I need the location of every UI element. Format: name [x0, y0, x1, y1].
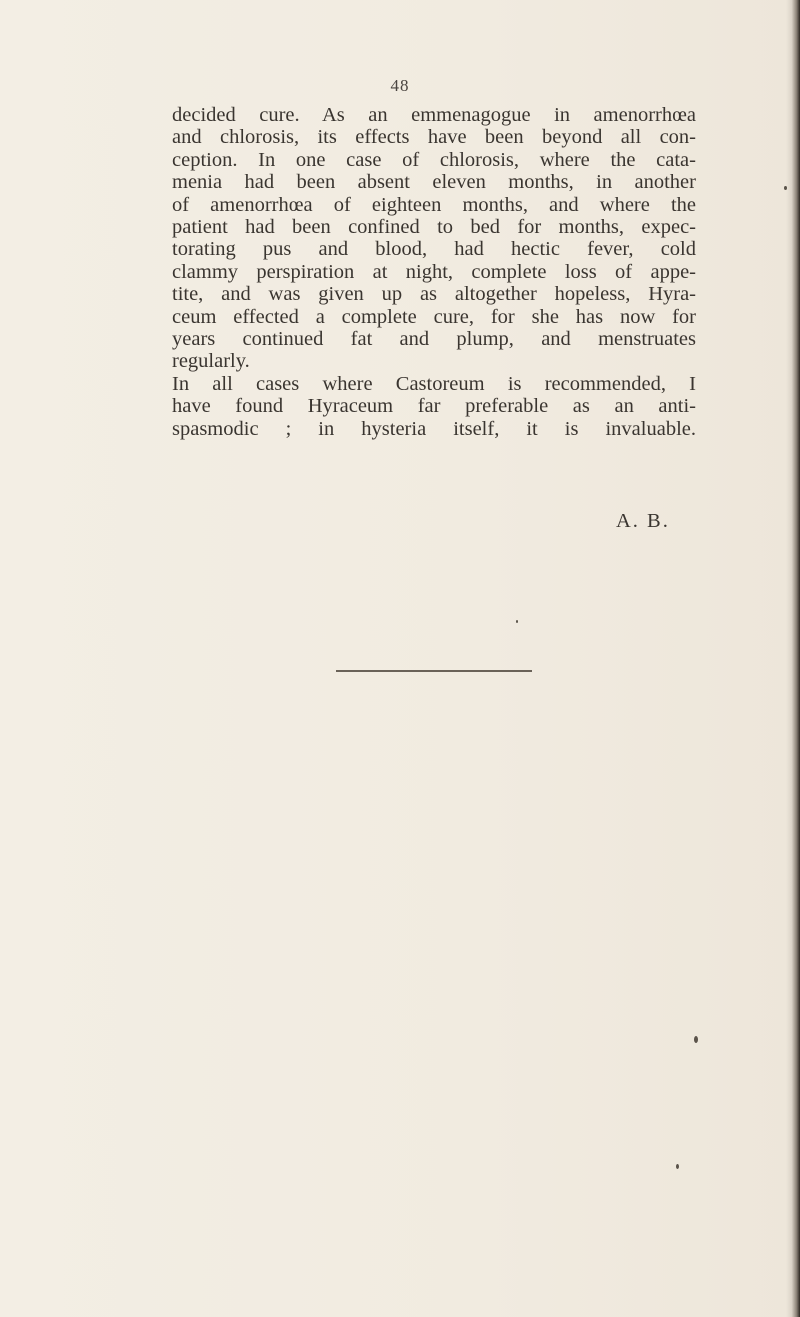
signature: A. B.: [616, 510, 670, 532]
text-line: In all cases where Castoreum is recommended, I: [172, 372, 696, 395]
body-text: [172, 104, 696, 440]
page-number: 48: [390, 76, 410, 95]
text-line: ceum effected a complete cure, for she has now for: [172, 305, 696, 328]
text-line: have found Hyraceum far preferable as an anti-: [172, 395, 696, 418]
section-divider: [336, 670, 532, 672]
ink-speck: [676, 1164, 679, 1169]
text-line: torating pus and blood, had hectic fever, cold: [172, 238, 696, 261]
text-line: ception. In one case of chlorosis, where the cata-: [172, 148, 696, 171]
text-line: clammy perspiration at night, complete loss of appe-: [172, 260, 696, 283]
text-line: menia had been absent eleven months, in another: [172, 171, 696, 194]
ink-speck: [516, 620, 518, 623]
text-line: regularly.: [172, 350, 250, 373]
text-line: years continued fat and plump, and menstruates: [172, 328, 696, 351]
page-edge-shadow: [786, 0, 800, 1317]
text-line: and chlorosis, its effects have been beyond all con-: [172, 126, 696, 149]
text-line: spasmodic ; in hysteria itself, it is invaluable.: [172, 417, 696, 440]
text-line: patient had been confined to bed for months, expec-: [172, 216, 696, 239]
text-line: of amenorrhœa of eighteen months, and where the: [172, 193, 696, 216]
text-line: tite, and was given up as altogether hopeless, Hyra-: [172, 283, 696, 306]
text-line: decided cure. As an emmenagogue in amenorrhœa: [172, 104, 696, 126]
ink-speck: [694, 1036, 698, 1043]
